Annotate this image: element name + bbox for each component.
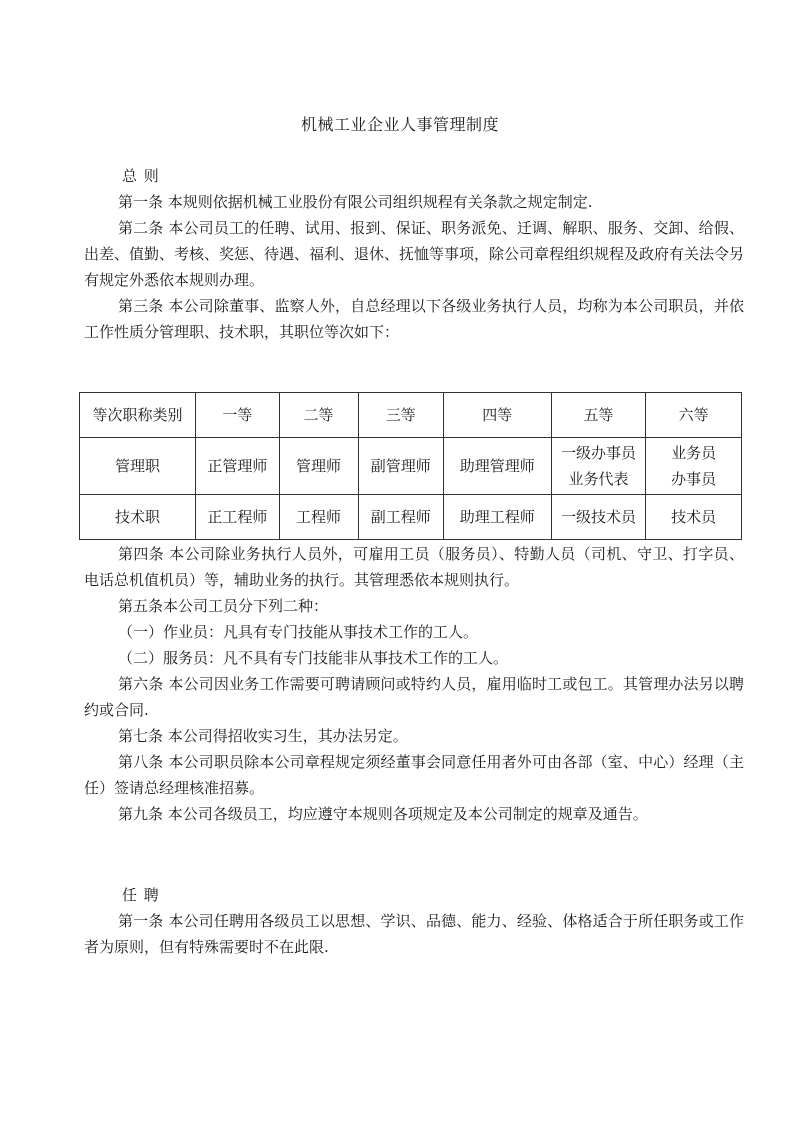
table-row-category: 技术职 xyxy=(80,495,196,540)
document-title: 机械工业企业人事管理制度 xyxy=(300,115,499,134)
table-cell xyxy=(279,438,358,495)
section-heading-general: 总 则 xyxy=(122,167,160,185)
table-cell-text: 副工程师 xyxy=(370,508,431,526)
article-9: 第九条 本公司各级员工，均应遵守本规则各项规定及本公司制定的规章及通告。 xyxy=(118,805,648,823)
section-general-rest xyxy=(84,541,744,827)
table-header-cell: 四等 xyxy=(443,393,551,438)
table-cell xyxy=(358,495,443,540)
table-cell xyxy=(646,438,742,495)
table-header-cell: 五等 xyxy=(551,393,646,438)
table-header-cell: 六等 xyxy=(646,393,742,438)
table-cell xyxy=(358,438,443,495)
table-cell-text: 一级技术员 xyxy=(560,508,636,526)
section-general-intro xyxy=(84,163,744,345)
article-5-item-1: （一）作业员：凡具有专门技能从事技术工作的工人。 xyxy=(118,623,479,641)
table-cell-text: 业务代表 xyxy=(568,470,629,488)
article-5-item-2: （二）服务员：凡不具有专门技能非从事技术工作的工人。 xyxy=(118,649,509,667)
article-4: 第四条 本公司除业务执行人员外，可雇用工员（服务员）、特勤人员（司机、守卫、打字员、电话总机值机员）等，辅助业务的执行。其管理悉依本规则执行。 xyxy=(84,545,744,589)
article-2: 第二条 本公司员工的任聘、试用、报到、保证、职务派免、迁调、解职、服务、交卸、给假、出差、值勤、考核、奖惩、待遇、福利、退休、抚恤等事项，除公司章程组织规程及政府有关法令另有规定外悉依本规则办理。 xyxy=(84,219,745,289)
table-cell-text: 一级办事员 xyxy=(560,444,636,462)
table-cell-text: 副管理师 xyxy=(370,457,431,475)
table-row xyxy=(80,438,742,495)
table-row-category: 管理职 xyxy=(80,438,196,495)
table-cell xyxy=(196,438,280,495)
table-cell-text: 助理管理师 xyxy=(459,457,535,475)
article-1: 第一条 本规则依据机械工业股份有限公司组织规程有关条款之规定制定. xyxy=(118,193,593,211)
table-header-row xyxy=(80,393,742,438)
table-header-cell: 等次职称类别 xyxy=(80,393,196,438)
table-cell-text: 管理师 xyxy=(296,457,342,475)
article-3: 第三条 本公司除董事、监察人外，自总经理以下各级业务执行人员，均称为本公司职员，并依工作性质分管理职、技术职，其职位等次如下： xyxy=(84,297,744,341)
position-rank-table xyxy=(79,392,742,540)
table-cell xyxy=(443,438,551,495)
section-heading-appointment: 任 聘 xyxy=(122,886,160,904)
table-cell xyxy=(646,495,742,540)
table-cell xyxy=(551,495,646,540)
table-cell xyxy=(279,495,358,540)
table-row xyxy=(80,495,742,540)
appointment-article-1: 第一条 本公司任聘用各级员工以思想、学识、品德、能力、经验、体格适合于所任职务或工作者为原则，但有特殊需要时不在此限. xyxy=(84,912,744,956)
table-cell-text: 工程师 xyxy=(296,508,342,526)
table-cell xyxy=(196,495,280,540)
table-cell xyxy=(551,438,646,495)
table-cell-text: 正工程师 xyxy=(207,508,268,526)
table-cell-text: 办事员 xyxy=(671,470,717,488)
table-cell-text: 正管理师 xyxy=(207,457,268,475)
table-header-cell: 二等 xyxy=(279,393,358,438)
table-cell-text: 技术员 xyxy=(671,508,717,526)
section-appointment xyxy=(84,882,744,960)
table-cell-text: 助理工程师 xyxy=(459,508,535,526)
table-cell xyxy=(443,495,551,540)
article-7: 第七条 本公司得招收实习生，其办法另定。 xyxy=(118,727,408,745)
article-5: 第五条本公司工员分下列二种： xyxy=(118,597,329,615)
article-6: 第六条 本公司因业务工作需要可聘请顾问或特约人员，雇用临时工或包工。其管理办法另以聘约或合同. xyxy=(84,675,744,719)
table-cell-text: 业务员 xyxy=(671,444,717,462)
article-8: 第八条 本公司职员除本公司章程规定须经董事会同意任用者外可由各部（室、中心）经理（主任）签请总经理核准招募。 xyxy=(84,753,744,797)
table-header-cell: 一等 xyxy=(196,393,280,438)
table-header-cell: 三等 xyxy=(358,393,443,438)
